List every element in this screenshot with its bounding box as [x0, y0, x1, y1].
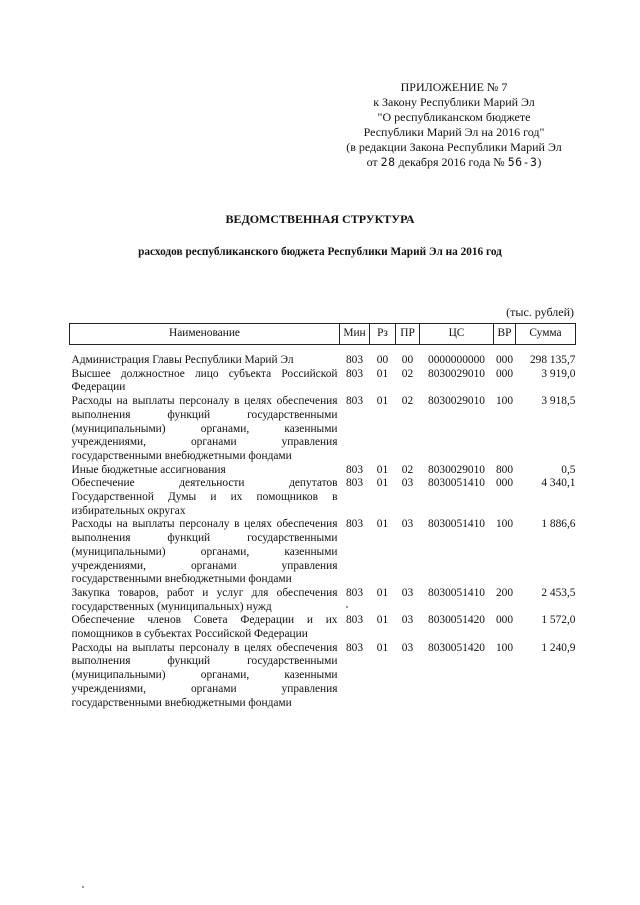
- row-name: Иные бюджетные ассигнования: [71, 463, 226, 476]
- row-rz: 01: [376, 477, 389, 490]
- row-sum: 298 135,7: [529, 354, 576, 366]
- row-sum: 3 919,0: [541, 367, 576, 380]
- row-cs: 8030051410: [428, 518, 485, 531]
- header-name: Наименование: [70, 324, 340, 345]
- table-row: [70, 642, 576, 711]
- row-vr: 000: [495, 614, 514, 627]
- table-row: [70, 518, 576, 587]
- row-pr: 00: [401, 354, 414, 366]
- table-row: [70, 477, 576, 518]
- row-pr: 03: [401, 518, 414, 531]
- row-name: Обеспечение деятельности депутатов Государственной Думы и их помощников в избирательных округах: [71, 477, 338, 517]
- row-min: 803: [345, 614, 364, 627]
- date-close: ): [537, 155, 542, 169]
- row-sum: 1 240,9: [541, 641, 576, 654]
- row-cs: 8030051420: [428, 641, 485, 654]
- document-title: ВЕДОМСТВЕННАЯ СТРУКТУРА: [225, 212, 415, 226]
- table-row: [70, 587, 576, 614]
- row-cs: 0000000000: [428, 354, 485, 366]
- header-cs: ЦС: [420, 324, 494, 345]
- table-row: [70, 395, 576, 464]
- appendix-line-5: (в редакции Закона Республики Марий Эл: [346, 140, 562, 154]
- scan-speck: [346, 606, 348, 608]
- units-label: (тыс. рублей): [506, 305, 574, 319]
- table-header-row: [70, 324, 576, 345]
- row-vr: 100: [495, 641, 514, 654]
- row-min: 803: [345, 586, 364, 599]
- row-sum: 0,5: [561, 463, 576, 476]
- appendix-line-1: ПРИЛОЖЕНИЕ № 7: [400, 80, 508, 94]
- table-row: [70, 464, 576, 478]
- row-name: Обеспечение членов Совета Федерации и их помощников в субъектах Российской Федерации: [71, 614, 338, 641]
- row-rz: 01: [376, 586, 389, 599]
- appendix-line-3: "О республиканском бюджете: [377, 110, 531, 124]
- table-row: [70, 345, 576, 368]
- row-cs: 8030051410: [428, 477, 485, 490]
- row-sum: 3 918,5: [541, 395, 576, 408]
- row-rz: 01: [376, 614, 389, 627]
- row-min: 803: [345, 518, 364, 531]
- row-cs: 8030051420: [428, 614, 485, 627]
- row-sum: 1 886,6: [541, 518, 576, 531]
- row-sum: 2 453,5: [541, 586, 576, 599]
- appendix-line-4: Республики Марий Эл на 2016 год": [363, 125, 545, 139]
- row-sum: 4 340,1: [541, 477, 576, 490]
- row-rz: 01: [376, 395, 389, 408]
- row-name: Высшее должностное лицо субъекта Российской Федерации: [71, 367, 338, 394]
- document-subtitle: расходов республиканского бюджета Республики Марий Эл на 2016 год: [138, 246, 502, 258]
- row-vr: 000: [495, 477, 514, 490]
- header-vr: ВР: [494, 324, 516, 345]
- row-name: Расходы на выплаты персоналу в целях обеспечения выполнения функций государственными (муниципальными) органами, казенными учреждениями, органами управления государственными внебюджетными фондами: [71, 641, 338, 709]
- header-rz: Рз: [370, 324, 396, 345]
- row-min: 803: [345, 477, 364, 490]
- row-min: 803: [345, 395, 364, 408]
- header-pr: ПР: [396, 324, 420, 345]
- row-vr: 000: [495, 354, 514, 366]
- row-vr: 800: [495, 463, 514, 476]
- appendix-line-2: к Закону Республики Марий Эл: [373, 95, 535, 109]
- row-pr: 02: [401, 463, 414, 476]
- date-prefix: от: [366, 155, 378, 169]
- row-rz: 01: [376, 463, 389, 476]
- row-name: Закупка товаров, работ и услуг для обеспечения государственных (муниципальных) нужд: [71, 586, 338, 613]
- row-min: 803: [345, 641, 364, 654]
- row-vr: 100: [495, 395, 514, 408]
- row-cs: 8030029010: [428, 395, 485, 408]
- header-sum: Сумма: [516, 324, 576, 345]
- expenditure-table: [69, 323, 576, 710]
- row-pr: 03: [401, 641, 414, 654]
- table-row: [70, 614, 576, 641]
- row-rz: 01: [376, 641, 389, 654]
- row-pr: 02: [401, 395, 414, 408]
- row-sum: 1 572,0: [541, 614, 576, 627]
- row-vr: 000: [495, 367, 514, 380]
- row-name: Администрация Главы Республики Марий Эл: [71, 354, 294, 366]
- row-rz: 00: [376, 354, 389, 366]
- law-number: 56-З: [507, 155, 538, 169]
- row-rz: 01: [376, 367, 389, 380]
- row-pr: 02: [401, 367, 414, 380]
- row-cs: 8030029010: [428, 367, 485, 380]
- row-cs: 8030051410: [428, 586, 485, 599]
- row-min: 803: [345, 463, 364, 476]
- row-min: 803: [345, 354, 364, 366]
- scan-speck: [82, 886, 84, 888]
- date-day: 28: [380, 155, 396, 169]
- row-cs: 8030029010: [428, 463, 485, 476]
- row-pr: 03: [401, 477, 414, 490]
- table-row: [70, 368, 576, 395]
- appendix-date-line: [330, 155, 578, 170]
- row-pr: 03: [401, 614, 414, 627]
- row-pr: 03: [401, 586, 414, 599]
- date-mid: декабря 2016 года №: [398, 155, 505, 169]
- row-vr: 200: [495, 586, 514, 599]
- row-name: Расходы на выплаты персоналу в целях обеспечения выполнения функций государственными (муниципальными) органами, казенными учреждениями, органами управления государственными внебюджетными фондами: [71, 395, 338, 462]
- row-rz: 01: [376, 518, 389, 531]
- row-name: Расходы на выплаты персоналу в целях обеспечения выполнения функций государственными (муниципальными) органами, казенными учреждениями, органами управления государственными внебюджетными фондами: [71, 518, 338, 586]
- row-min: 803: [345, 367, 364, 380]
- header-min: Мин: [340, 324, 370, 345]
- row-vr: 100: [495, 518, 514, 531]
- appendix-header: [330, 80, 578, 170]
